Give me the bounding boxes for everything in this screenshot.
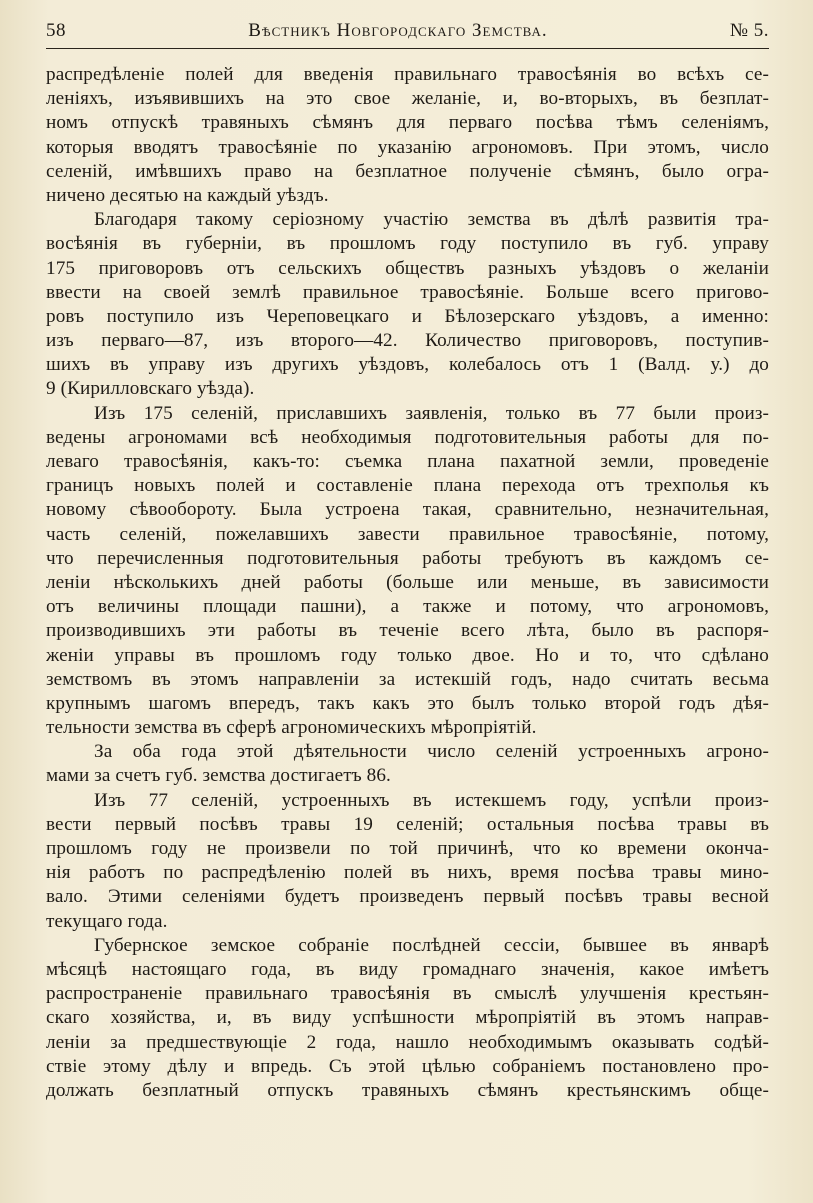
text-line: новому сѣвообороту. Была устроена такая, сравнительно, незначительная, [46, 499, 769, 521]
text-line: леніи нѣсколькихъ дней работы (больше или меньше, въ зависимости [46, 571, 769, 593]
text-line: 9 (Кирилловскаго уѣзда). [46, 378, 255, 400]
text-line: ничено десятью на каждый уѣздъ. [46, 184, 329, 206]
text-line: Изъ 77 селеній, устроенныхъ въ истекшемъ году, успѣли произ- [94, 789, 769, 811]
text-line: мѣсяцѣ настоящаго года, въ виду громаднаго значенія, какое имѣетъ [46, 958, 769, 980]
text-line: производившихъ эти работы въ теченіе всего лѣта, было въ распоря- [46, 620, 769, 642]
text-line: часть селеній, пожелавшихъ завести правильное травосѣяніе, потому, [46, 523, 769, 545]
issue-number: № 5. [729, 20, 769, 41]
text-line: границъ новыхъ полей и составленіе плана перехода отъ трехполья къ [46, 475, 769, 497]
text-line: крупнымъ шагомъ впередъ, такъ какъ это былъ только второй годъ дѣя- [46, 692, 769, 714]
text-line: Губернское земское собраніе послѣдней сессіи, бывшее въ январѣ [94, 934, 769, 956]
text-line: вало. Этими селеніями будетъ произведенъ первый посѣвъ травы весной [46, 886, 769, 908]
text-line: нія работъ по распредѣленію полей въ нихъ, время посѣва травы мино- [46, 862, 769, 884]
text-line: восѣянія въ губерніи, въ прошломъ году поступило въ губ. управу [46, 233, 769, 255]
text-line: распространеніе правильнаго травосѣянія въ смыслѣ улучшенія крестьян- [46, 983, 769, 1005]
text-line: номъ отпускѣ травяныхъ сѣмянъ для перваго посѣва тѣмъ селеніямъ, [46, 112, 769, 134]
text-line: селеній, имѣвшихъ право на безплатное полученіе сѣмянъ, было огра- [46, 160, 769, 182]
text-line: ствіе этому дѣлу и впредь. Съ этой цѣлью собраніемъ постановлено про- [46, 1055, 769, 1077]
text-line: вести первый посѣвъ травы 19 селеній; остальныя посѣва травы въ [46, 813, 769, 835]
text-line: отъ величины площади пашни), а также и потому, что агрономовъ, [46, 596, 769, 618]
text-line: 175 приговоровъ отъ сельскихъ обществъ разныхъ уѣздовъ о желаніи [46, 257, 769, 279]
text-line: земствомъ въ этомъ направленіи за истекшій годъ, надо считать весьма [46, 668, 769, 690]
text-line: скаго хозяйства, и, въ виду успѣшности мѣропріятій въ этомъ направ- [46, 1007, 769, 1029]
text-line: тельности земства въ сферѣ агрономическихъ мѣропріятій. [46, 717, 537, 739]
text-line: шихъ въ управу изъ другихъ уѣздовъ, колебалось отъ 1 (Валд. у.) до [46, 354, 769, 376]
text-line: Изъ 175 селеній, приславшихъ заявленія, только въ 77 были произ- [94, 402, 769, 424]
journal-title: Вѣстникъ Новгородскаго Земства. [248, 20, 548, 41]
text-line: которыя вводятъ травосѣяніе по указанію агрономовъ. При этомъ, число [46, 136, 769, 158]
text-line: текущаго года. [46, 910, 168, 932]
text-line: леніяхъ, изъявившихъ на это свое желаніе, и, во-вторыхъ, въ безплат- [46, 88, 769, 110]
page-number: 58 [46, 20, 66, 41]
text-line: мами за счетъ губ. земства достигаетъ 86. [46, 765, 391, 787]
text-line: леніи за предшествующіе 2 года, нашло необходимымъ оказывать содѣй- [46, 1031, 769, 1053]
text-line: изъ перваго—87, изъ второго—42. Количество приговоровъ, поступив- [46, 330, 769, 352]
text-line: распредѣленіе полей для введенія правильнаго травосѣянія во всѣхъ се- [46, 64, 769, 85]
text-line: должать безплатный отпускъ травяныхъ сѣмянъ крестьянскимъ обще- [46, 1079, 769, 1101]
text-line: За оба года этой дѣятельности число селеній устроенныхъ агроно- [94, 741, 769, 763]
text-line: ведены агрономами всѣ необходимыя подготовительныя работы для по- [46, 426, 769, 448]
text-line: леваго травосѣянія, какъ-то: съемка плана пахатной земли, проведеніе [46, 451, 769, 472]
text-line: ровъ поступило изъ Череповецкаго и Бѣлозерскаго уѣздовъ, а именно: [46, 305, 769, 327]
text-line: Благодаря такому серіозному участію земства въ дѣлѣ развитія тра- [94, 209, 769, 231]
text-line: что перечисленныя подготовительныя работы требуютъ въ каждомъ се- [46, 547, 769, 569]
text-line: женіи управы въ прошломъ году только двое. Но и то, что сдѣлано [46, 644, 769, 666]
text-line: ввести на своей землѣ правильное травосѣяніе. Больше всего пригово- [46, 281, 769, 303]
running-header [46, 20, 769, 49]
text-line: прошломъ году не произвели по той причинѣ, что ко времени оконча- [46, 838, 769, 859]
body-text [46, 63, 769, 1103]
